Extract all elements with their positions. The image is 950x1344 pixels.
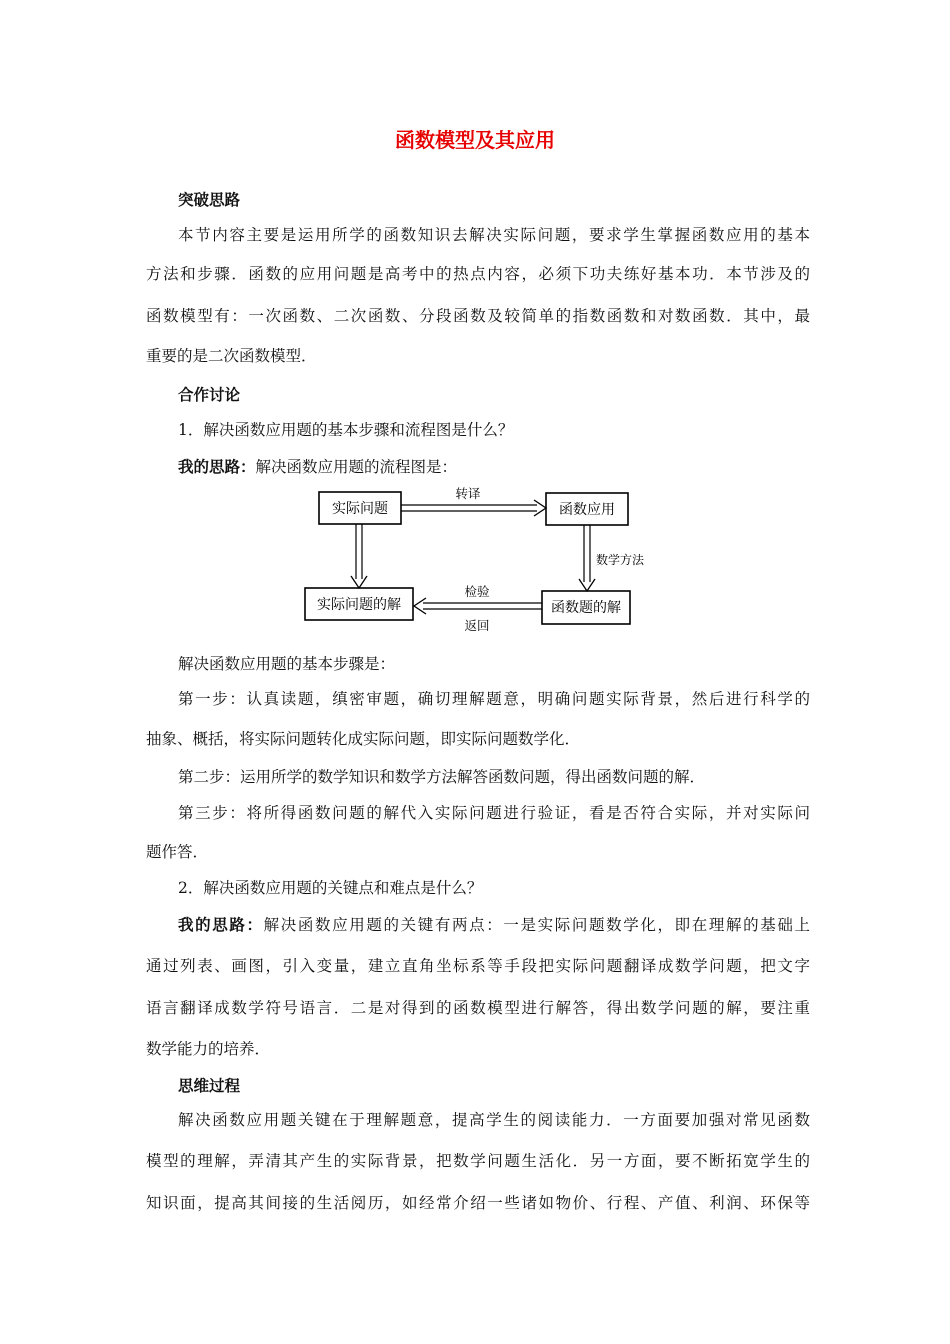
question-2: 2．解决函数应用题的关键点和难点是什么？ (178, 879, 483, 897)
step-1-line-1: 第一步：认真读题，缜密审题，确切理解题意，明确问题实际背景，然后进行科学的 (178, 690, 810, 708)
answer-1-lead: 我的思路： (178, 458, 256, 476)
flow-label-return: 返回 (464, 618, 490, 633)
answer-2-line-2: 通过列表、画图，引入变量，建立直角坐标系等手段把实际问题翻译成数学问题，把文字 (146, 957, 810, 975)
steps-intro: 解决函数应用题的基本步骤是： (178, 655, 396, 673)
section-heading-discussion: 合作讨论 (178, 386, 241, 404)
answer-2-line-3: 语言翻译成数学符号语言．二是对得到的函数模型进行解答，得出数学问题的解，要注重 (146, 999, 810, 1017)
flow-label-math-method: 数学方法 (596, 553, 645, 567)
flow-arrow-down-left (351, 524, 367, 588)
flow-label-check: 检验 (464, 584, 490, 599)
intro-line-4: 重要的是二次函数模型． (146, 347, 317, 365)
process-line-1: 解决函数应用题关键在于理解题意，提高学生的阅读能力．一方面要加强对常见函数 (178, 1111, 810, 1129)
flow-arrow-check (414, 598, 542, 614)
step-1-line-2: 抽象、概括，将实际问题转化成实际问题，即实际问题数学化． (146, 730, 581, 748)
step-3-line-1: 第三步：将所得函数问题的解代入实际问题进行验证，看是否符合实际，并对实际问 (178, 804, 810, 822)
flow-arrow-math-method (579, 525, 595, 591)
answer-1 (178, 457, 810, 477)
flow-box-function-label: 函数应用 (559, 502, 615, 518)
section-heading-process: 思维过程 (178, 1077, 241, 1095)
page-title: 函数模型及其应用 (395, 128, 555, 152)
answer-2-line-4: 数学能力的培养． (146, 1040, 271, 1058)
intro-line-2: 方法和步骤．函数的应用问题是高考中的热点内容，必须下功夫练好基本功．本节涉及的 (146, 265, 810, 283)
flow-box-practical-label: 实际问题 (332, 501, 388, 517)
question-1: 1．解决函数应用题的基本步骤和流程图是什么？ (178, 421, 514, 439)
answer-1-text: 解决函数应用题的流程图是： (255, 458, 458, 476)
answer-2-lead: 我的思路： (178, 916, 264, 934)
process-line-3: 知识面，提高其间接的生活阅历，如经常介绍一些诸如物价、行程、产值、利润、环保等 (146, 1194, 810, 1212)
answer-2-text: 解决函数应用题的关键有两点：一是实际问题数学化，即在理解的基础上 (263, 916, 810, 934)
intro-line-3: 函数模型有：一次函数、二次函数、分段函数及较简单的指数函数和对数函数．其中，最 (146, 307, 810, 325)
section-heading-breakthrough: 突破思路 (178, 191, 241, 209)
flow-diagram (0, 480, 950, 640)
step-2: 第二步：运用所学的数学知识和数学方法解答函数问题，得出函数问题的解． (178, 768, 706, 786)
flow-label-translate: 转译 (455, 486, 481, 501)
intro-line-1: 本节内容主要是运用所学的函数知识去解决实际问题，要求学生掌握函数应用的基本 (178, 226, 810, 244)
flow-box-func-solution-label: 函数题的解 (551, 600, 621, 616)
flow-arrow-translate (401, 500, 546, 516)
answer-2-line-1 (178, 915, 810, 935)
step-3-line-2: 题作答． (146, 843, 209, 861)
process-line-2: 模型的理解，弄清其产生的实际背景，把数学问题生活化．另一方面，要不断拓宽学生的 (146, 1152, 810, 1170)
flow-box-practical-solution-label: 实际问题的解 (317, 597, 401, 613)
